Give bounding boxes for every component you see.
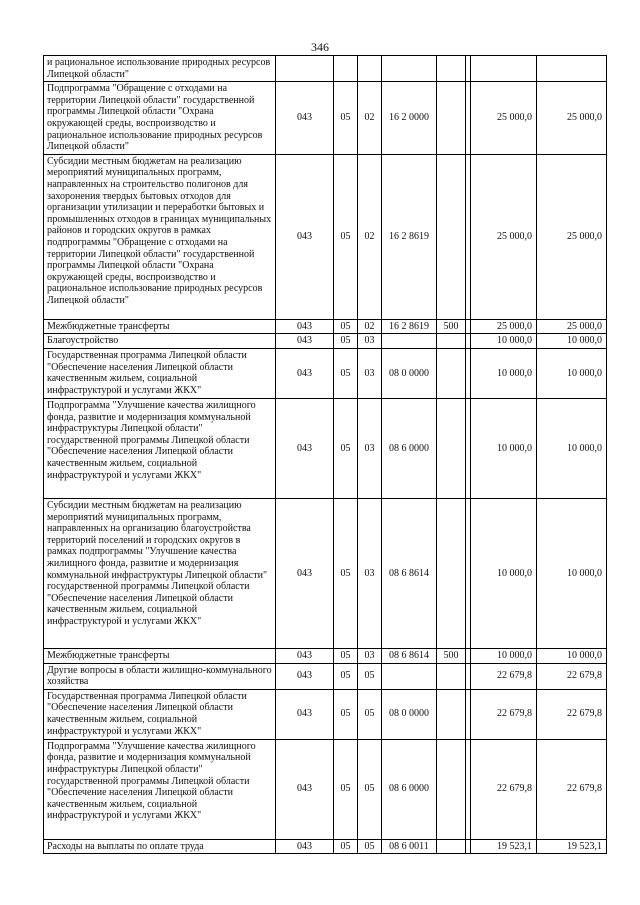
expense-type-code: 500: [437, 648, 466, 663]
row-name: Субсидии местным бюджетам на реализацию мероприятий муниципальных программ, направленных на организацию благоустройства территорий поселений и городских округов в рамках подпрограммы "Улучшение качества жилищного фонда, развитие и модернизация коммунальной инфраструктуры Липецкой области" государственной программы Липецкой области "Обеспечение населения Липецкой области качественным жильем, социальной инфраструктурой и услугами ЖКХ": [44, 498, 276, 648]
target-article-code: 08 6 0011: [382, 839, 437, 854]
expense-type-code: [437, 56, 466, 82]
subsection-code: 02: [358, 82, 382, 155]
table-row: [44, 689, 607, 739]
ministry-code: 043: [276, 839, 334, 854]
table-row: [44, 348, 607, 398]
row-name: Государственная программа Липецкой области "Обеспечение населения Липецкой области качественным жильем, социальной инфраструктурой и услугами ЖКХ": [44, 689, 276, 739]
row-name: Другие вопросы в области жилищно-коммунального хозяйства: [44, 663, 276, 689]
section-code: 05: [334, 398, 358, 498]
subsection-code: 03: [358, 648, 382, 663]
amount-year-1: 22 679,8: [471, 689, 537, 739]
target-article-code: 16 2 8619: [382, 319, 437, 334]
expense-type-code: 500: [437, 319, 466, 334]
subsection-code: 03: [358, 348, 382, 398]
section-code: 05: [334, 663, 358, 689]
section-code: 05: [334, 739, 358, 839]
row-name: Благоустройство: [44, 334, 276, 349]
subsection-code: 05: [358, 663, 382, 689]
expense-type-code: [437, 689, 466, 739]
row-name: Межбюджетные трансферты: [44, 648, 276, 663]
target-article-code: 08 6 0000: [382, 398, 437, 498]
amount-year-2: 22 679,8: [537, 739, 607, 839]
ministry-code: 043: [276, 348, 334, 398]
table-row: [44, 648, 607, 663]
amount-year-1: 10 000,0: [471, 648, 537, 663]
table-row: [44, 739, 607, 839]
table-row: [44, 663, 607, 689]
table-row: [44, 154, 607, 319]
target-article-code: 08 0 0000: [382, 689, 437, 739]
target-article-code: 08 6 8614: [382, 498, 437, 648]
target-article-code: [382, 56, 437, 82]
expense-type-code: [437, 398, 466, 498]
target-article-code: 08 0 0000: [382, 348, 437, 398]
section-code: 05: [334, 154, 358, 319]
section-code: 05: [334, 82, 358, 155]
amount-year-2: 19 523,1: [537, 839, 607, 854]
amount-year-1: 25 000,0: [471, 82, 537, 155]
amount-year-1: [471, 56, 537, 82]
page-number: 346: [311, 40, 329, 54]
expense-type-code: [437, 334, 466, 349]
amount-year-2: 10 000,0: [537, 334, 607, 349]
target-article-code: 16 2 8619: [382, 154, 437, 319]
amount-year-2: 10 000,0: [537, 348, 607, 398]
target-article-code: 16 2 0000: [382, 82, 437, 155]
amount-year-1: 25 000,0: [471, 154, 537, 319]
ministry-code: 043: [276, 739, 334, 839]
subsection-code: [358, 56, 382, 82]
subsection-code: 02: [358, 319, 382, 334]
amount-year-2: 22 679,8: [537, 663, 607, 689]
section-code: 05: [334, 689, 358, 739]
amount-year-1: 10 000,0: [471, 348, 537, 398]
section-code: 05: [334, 839, 358, 854]
ministry-code: 043: [276, 334, 334, 349]
subsection-code: 05: [358, 839, 382, 854]
row-name: и рациональное использование природных ресурсов Липецкой области": [44, 56, 276, 82]
amount-year-1: 10 000,0: [471, 498, 537, 648]
row-name: Субсидии местным бюджетам на реализацию мероприятий муниципальных программ, направленных на строительство полигонов для захоронения твердых бытовых отходов для организации утилизации и переработки бытовых и промышленных отходов в границах муниципальных районов и городских округов в рамках подпрограммы "Обращение с отходами на территории Липецкой области" государственной программы Липецкой области "Охрана окружающей среды, воспроизводство и рациональное использование природных ресурсов Липецкой области": [44, 154, 276, 319]
row-name: Расходы на выплаты по оплате труда: [44, 839, 276, 854]
ministry-code: 043: [276, 663, 334, 689]
target-article-code: [382, 663, 437, 689]
amount-year-1: 22 679,8: [471, 739, 537, 839]
section-code: [334, 56, 358, 82]
row-name: Подпрограмма "Улучшение качества жилищного фонда, развитие и модернизация коммунальной инфраструктуры Липецкой области" государственной программы Липецкой области "Обеспечение населения Липецкой области качественным жильем, социальной инфраструктурой и услугами ЖКХ": [44, 739, 276, 839]
row-name: Государственная программа Липецкой области "Обеспечение населения Липецкой области качественным жильем, социальной инфраструктурой и услугами ЖКХ": [44, 348, 276, 398]
row-name: Подпрограмма "Обращение с отходами на территории Липецкой области" государственной программы Липецкой области "Охрана окружающей среды, воспроизводство и рациональное использование природных ресурсов Липецкой области": [44, 82, 276, 155]
ministry-code: [276, 56, 334, 82]
subsection-code: 05: [358, 739, 382, 839]
amount-year-2: 25 000,0: [537, 319, 607, 334]
subsection-code: 05: [358, 689, 382, 739]
ministry-code: 043: [276, 82, 334, 155]
row-name: Межбюджетные трансферты: [44, 319, 276, 334]
expense-type-code: [437, 348, 466, 398]
amount-year-2: 10 000,0: [537, 648, 607, 663]
expense-type-code: [437, 154, 466, 319]
target-article-code: [382, 334, 437, 349]
expense-type-code: [437, 739, 466, 839]
target-article-code: 08 6 8614: [382, 648, 437, 663]
table-body: [44, 56, 607, 854]
expense-type-code: [437, 498, 466, 648]
amount-year-2: 25 000,0: [537, 154, 607, 319]
budget-table: [43, 55, 607, 854]
amount-year-1: 10 000,0: [471, 334, 537, 349]
amount-year-2: 22 679,8: [537, 689, 607, 739]
table-row: [44, 82, 607, 155]
ministry-code: 043: [276, 648, 334, 663]
section-code: 05: [334, 319, 358, 334]
amount-year-2: 25 000,0: [537, 82, 607, 155]
section-code: 05: [334, 334, 358, 349]
amount-year-2: 10 000,0: [537, 398, 607, 498]
ministry-code: 043: [276, 319, 334, 334]
subsection-code: 03: [358, 334, 382, 349]
table-row: [44, 398, 607, 498]
table-row: [44, 56, 607, 82]
table-row: [44, 319, 607, 334]
section-code: 05: [334, 498, 358, 648]
amount-year-2: [537, 56, 607, 82]
subsection-code: 03: [358, 498, 382, 648]
section-code: 05: [334, 648, 358, 663]
expense-type-code: [437, 82, 466, 155]
ministry-code: 043: [276, 398, 334, 498]
ministry-code: 043: [276, 689, 334, 739]
ministry-code: 043: [276, 498, 334, 648]
row-name: Подпрограмма "Улучшение качества жилищного фонда, развитие и модернизация коммунальной инфраструктуры Липецкой области" государственной программы Липецкой области "Обеспечение населения Липецкой области качественным жильем, социальной инфраструктурой и услугами ЖКХ": [44, 398, 276, 498]
amount-year-1: 19 523,1: [471, 839, 537, 854]
ministry-code: 043: [276, 154, 334, 319]
subsection-code: 02: [358, 154, 382, 319]
expense-type-code: [437, 839, 466, 854]
table-row: [44, 334, 607, 349]
expense-type-code: [437, 663, 466, 689]
table-row: [44, 839, 607, 854]
table-row: [44, 498, 607, 648]
target-article-code: 08 6 0000: [382, 739, 437, 839]
amount-year-1: 25 000,0: [471, 319, 537, 334]
section-code: 05: [334, 348, 358, 398]
subsection-code: 03: [358, 398, 382, 498]
amount-year-1: 10 000,0: [471, 398, 537, 498]
amount-year-1: 22 679,8: [471, 663, 537, 689]
amount-year-2: 10 000,0: [537, 498, 607, 648]
